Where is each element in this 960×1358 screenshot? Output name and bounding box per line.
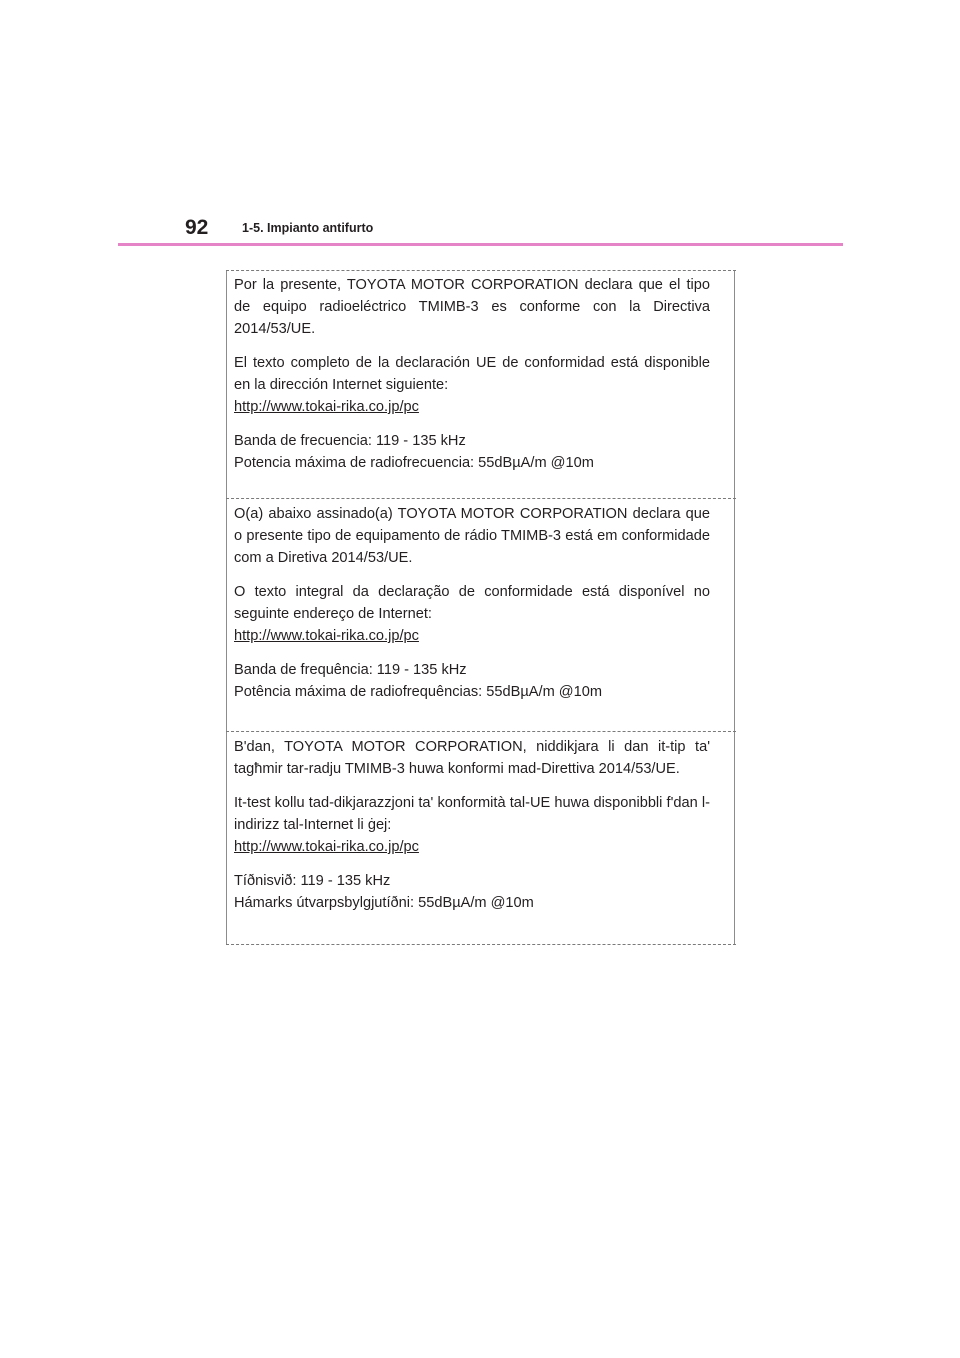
section-title: 1-5. Impianto antifurto: [242, 221, 374, 235]
page-number: 92: [185, 216, 209, 239]
declaration-text: Por la presente, TOYOTA MOTOR CORPORATION declara que el tipo de equipo radioeléctrico TMIMB-3 es conforme con la Directiva 2014/53/UE.: [234, 277, 710, 337]
box-top-divider: [226, 270, 736, 271]
power-text: Potência máxima de radiofrequências: 55dBµA/m @10m: [234, 684, 602, 700]
availability-text: O texto integral da declaração de conformidade está disponível no seguinte endereço de Internet:: [234, 584, 710, 622]
declaration-text: O(a) abaixo assinado(a) TOYOTA MOTOR CORPORATION declara que o presente tipo de equipamento de rádio TMIMB-3 está em conformidade com a Diretiva 2014/53/UE.: [234, 506, 710, 566]
declaration-url-link[interactable]: http://www.tokai-rika.co.jp/pc: [234, 839, 419, 855]
header-rule: [118, 243, 843, 246]
block-divider: [226, 731, 736, 732]
declaration-block-portuguese: [234, 503, 710, 703]
frequency-text: Tíðnisvið: 119 - 135 kHz: [234, 873, 391, 889]
declaration-text: B'dan, TOYOTA MOTOR CORPORATION, niddikjara li dan it-tip ta' tagħmir tar-radju TMIMB-3 huwa konformi mad-Direttiva 2014/53/UE.: [234, 739, 710, 777]
declaration-url-link[interactable]: http://www.tokai-rika.co.jp/pc: [234, 628, 419, 644]
declaration-block-spanish: [234, 274, 710, 474]
declaration-block-maltese: [234, 736, 710, 914]
declaration-url-link[interactable]: http://www.tokai-rika.co.jp/pc: [234, 399, 419, 415]
availability-text: El texto completo de la declaración UE de conformidad está disponible en la dirección Internet siguiente:: [234, 355, 710, 393]
power-text: Potencia máxima de radiofrecuencia: 55dBµA/m @10m: [234, 455, 594, 471]
box-bottom-divider: [226, 944, 736, 945]
frequency-text: Banda de frequência: 119 - 135 kHz: [234, 662, 467, 678]
block-divider: [226, 498, 736, 499]
frequency-text: Banda de frecuencia: 119 - 135 kHz: [234, 433, 466, 449]
availability-text: It-test kollu tad-dikjarazzjoni ta' konformità tal-UE huwa disponibbli f'dan l-indirizz tal-Internet li ġej:: [234, 795, 710, 833]
power-text: Hámarks útvarpsbylgjutíðni: 55dBµA/m @10m: [234, 895, 534, 911]
